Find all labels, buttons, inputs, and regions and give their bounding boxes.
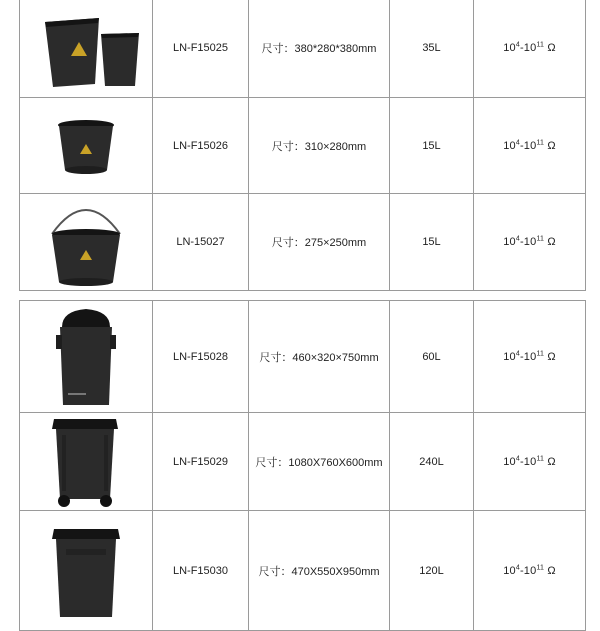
size-spec: 尺寸：460×320×750mm [249, 301, 390, 413]
resistance-mid: -10 [519, 455, 537, 468]
size-spec: 尺寸：310×280mm [249, 98, 390, 194]
resistance-base: 10 [503, 236, 516, 248]
resistance-unit: Ω [544, 564, 556, 577]
size-spec: 尺寸：275×250mm [249, 194, 390, 291]
model-number: LN-F15029 [153, 413, 249, 511]
resistance-exp-high: 11 [536, 454, 545, 462]
capacity: 240L [390, 413, 474, 511]
table-row [20, 194, 586, 291]
product-image-cell [20, 511, 153, 631]
resistance-exp-low: 4 [515, 138, 520, 146]
resistance [474, 194, 586, 291]
model-number: LN-F15026 [153, 98, 249, 194]
resistance-exp-low: 4 [515, 349, 520, 357]
model-number: LN-F15028 [153, 301, 249, 413]
capacity: 120L [390, 511, 474, 631]
resistance-unit: Ω [544, 139, 556, 152]
model-number: LN-15027 [153, 194, 249, 291]
resistance-mid: -10 [519, 564, 537, 577]
resistance-exp-high: 11 [536, 138, 545, 146]
product-image-cell [20, 0, 153, 98]
resistance [474, 301, 586, 413]
resistance-exp-low: 4 [515, 235, 520, 243]
wheelie-bin-small-icon [48, 523, 124, 619]
capacity: 15L [390, 194, 474, 291]
size-spec: 尺寸：470X550X950mm [249, 511, 390, 631]
size-spec: 尺寸：380*280*380mm [249, 0, 390, 98]
resistance-unit: Ω [544, 236, 556, 248]
resistance-mid: -10 [519, 42, 537, 54]
resistance-base: 10 [503, 350, 516, 363]
resistance-exp-high: 11 [536, 235, 545, 243]
product-image-cell [20, 413, 153, 511]
wheelie-bin-icon [48, 415, 124, 509]
resistance-base: 10 [503, 564, 516, 577]
resistance-mid: -10 [519, 139, 537, 152]
resistance-exp-high: 11 [536, 349, 545, 357]
resistance-exp-high: 11 [536, 41, 545, 49]
size-spec: 尺寸：1080X760X600mm [249, 413, 390, 511]
capacity: 15L [390, 98, 474, 194]
table-row [20, 511, 586, 631]
resistance-mid: -10 [519, 236, 537, 248]
resistance-base: 10 [503, 139, 516, 152]
resistance-unit: Ω [544, 350, 556, 363]
resistance-exp-low: 4 [515, 563, 520, 571]
resistance [474, 0, 586, 98]
resistance [474, 511, 586, 631]
resistance [474, 98, 586, 194]
bucket-with-handle-icon [46, 196, 126, 288]
resistance-exp-high: 11 [536, 563, 545, 571]
table-row [20, 301, 586, 413]
resistance-unit: Ω [544, 42, 556, 54]
swing-lid-bin-icon [54, 305, 118, 409]
table-row [20, 0, 586, 98]
resistance-base: 10 [503, 42, 516, 54]
product-image-cell [20, 301, 153, 413]
resistance-unit: Ω [544, 455, 556, 468]
table-row [20, 98, 586, 194]
resistance [474, 413, 586, 511]
resistance-mid: -10 [519, 350, 537, 363]
model-number: LN-F15025 [153, 0, 249, 98]
resistance-base: 10 [503, 455, 516, 468]
round-bin-icon [51, 116, 121, 176]
capacity: 35L [390, 0, 474, 98]
product-image-cell [20, 194, 153, 291]
resistance-exp-low: 4 [515, 41, 520, 49]
resistance-exp-low: 4 [515, 454, 520, 462]
two-square-bins-icon [31, 6, 141, 90]
table-row [20, 413, 586, 511]
product-table-1 [19, 0, 586, 291]
capacity: 60L [390, 301, 474, 413]
product-table-2 [19, 300, 586, 631]
product-image-cell [20, 98, 153, 194]
model-number: LN-F15030 [153, 511, 249, 631]
